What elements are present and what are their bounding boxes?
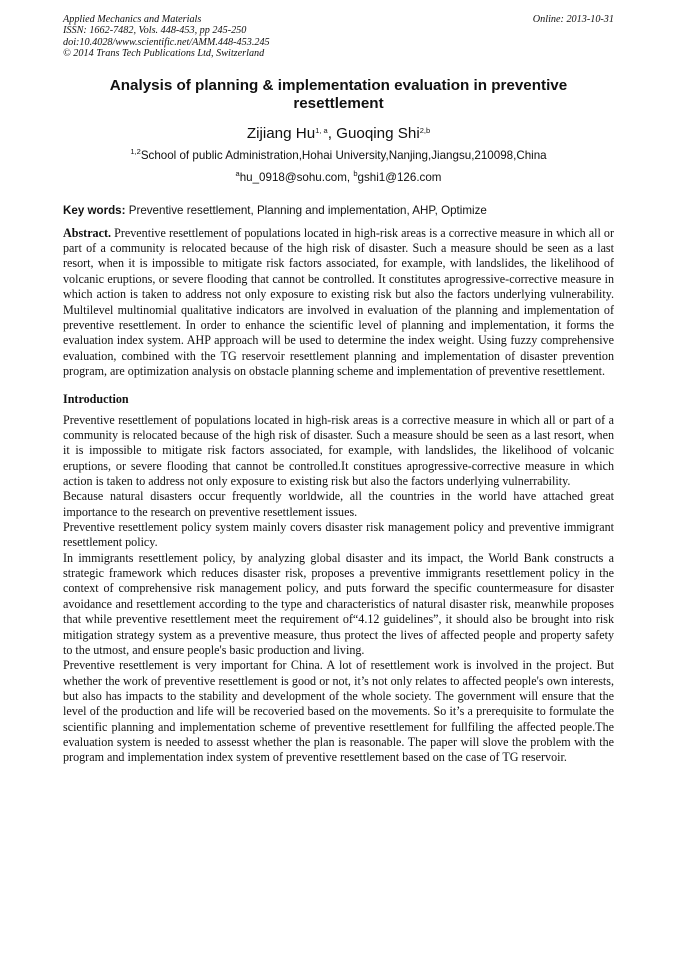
online-date: Online: 2013-10-31: [532, 14, 614, 25]
email-mark: b: [353, 168, 358, 178]
author-name: Zijiang Hu: [246, 124, 316, 142]
author-affiliation-mark: 2,b: [419, 125, 431, 135]
introduction-paragraph: In immigrants resettlement policy, by analyzing global disaster and its impact, the World Bank constructs a strategic framework which reduces disaster risk, proposes a preventive immigrants resettlement policy in the context of comprehensive risk management policy, and puts forward the specific countermeasure for disaster avoidance and resettlement according to the type and characteristics of natural disaster risk, meanwhile proposes that while preventive resettlement meet the requirement of“4.12 guidelines”, it should also be brought into risk mitigation strategy system as a preventive measure, thus protect the lives of affected people and property safety to the utmost, and ensure people's basic production and living.: [63, 550, 614, 657]
introduction-heading: Introduction: [63, 391, 129, 406]
introduction-paragraph: Preventive resettlement is very important for China. A lot of resettlement work is involved in the project. But whether the work of preventive resettlement is good or not, it’s not only relates to affected people's own interests, but also has impacts to the stability and development of the whole society. The government will ensure that the level of the production and life will be recoveried based on the movements. So it’s a prerequisite to formulate the scientific planning and implementation scheme of preventive resettlement for fullfiling the affected people.The evaluation system is needed to assesst whether the plan is reasonable. The paper will slove the problem with the program and implementation index system of preventive resettlement based on the case of TG reservoir.: [63, 658, 614, 765]
author-affiliation-mark: 1, a: [315, 125, 328, 135]
introduction-paragraph: Preventive resettlement policy system mainly covers disaster risk management policy and preventive immigrant resettlement policy.: [63, 520, 614, 550]
copyright-line: © 2014 Trans Tech Publications Ltd, Switzerland: [63, 48, 265, 60]
affiliation-text: School of public Administration,Hohai University,Nanjing,Jiangsu,210098,China: [140, 148, 547, 162]
affiliation: [63, 146, 614, 163]
abstract-text: Preventive resettlement of populations located in high-risk areas is a corrective measure in which all or part of a community is relocated because of the high risk of disaster. Such a measure should be seen as a last resort, when it is impossible to mitigate risk factors associated, for example, with landslides, the likelihood of volcanic eruptions, or severe flooding that cannot be controlled. It constitutes aprogressive-corrective measure in which action is taken to address not only exposure to existing risk but also the factors underlying vulnerability. Multilevel multinomial qualitative indicators are involved in evaluation of the planning and implementation of preventive resettlement. In order to enhance the scientific level of planning and implementation, it forms the evaluation index system. AHP approach will be used to determine the index weight. Using fuzzy comprehensive evaluation, combined with the TG reservoir resettlement planning and implementation of disaster prevention program, are optimization analysis on obstacle planning scheme and implementation of preventive resettlement.: [63, 225, 614, 379]
introduction-paragraph: Because natural disasters occur frequently worldwide, all the countries in the world have attached great importance to the research on preventive resettlement issues.: [63, 489, 614, 519]
doi-link[interactable]: doi:10.4028/www.scientific.net/AMM.448-453.245: [63, 36, 270, 48]
keywords-text: Preventive resettlement, Planning and implementation, AHP, Optimize: [125, 203, 487, 217]
paper-title: Analysis of planning & implementation evaluation in preventive resettlement: [109, 76, 568, 112]
abstract-label: Abstract.: [63, 225, 112, 240]
email-link[interactable]: gshi1@126.com: [357, 170, 442, 184]
author-separator: ,: [327, 124, 337, 142]
abstract: [63, 226, 614, 380]
issn-line: ISSN: 1662-7482, Vols. 448-453, pp 245-250: [63, 25, 247, 37]
journal-name: Applied Mechanics and Materials: [63, 14, 202, 25]
introduction-paragraph: Preventive resettlement of populations located in high-risk areas is a corrective measure in which all or part of a community is relocated because of the high risk of disaster. Such a measure should be seen as a last resort, when it is impossible to mitigate risk factors associated, for example, with landslides, the likelihood of volcanic eruptions, or severe flooding that cannot be controlled.It constitues aprogressive-corrective measure in which action is taken to address not only exposure to existing risk but also the factors underlying vulnerrability.: [63, 412, 614, 489]
keywords: [63, 204, 614, 218]
author-emails: [63, 168, 614, 185]
keywords-label: Key words:: [63, 203, 126, 217]
email-link[interactable]: hu_0918@sohu.com,: [239, 170, 354, 184]
paper-page: [63, 14, 614, 766]
journal-header: [63, 14, 614, 60]
author-name: Guoqing Shi: [336, 124, 420, 142]
email-mark: a: [235, 168, 240, 178]
affiliation-mark: 1,2: [130, 146, 141, 156]
author-list: [63, 125, 614, 143]
